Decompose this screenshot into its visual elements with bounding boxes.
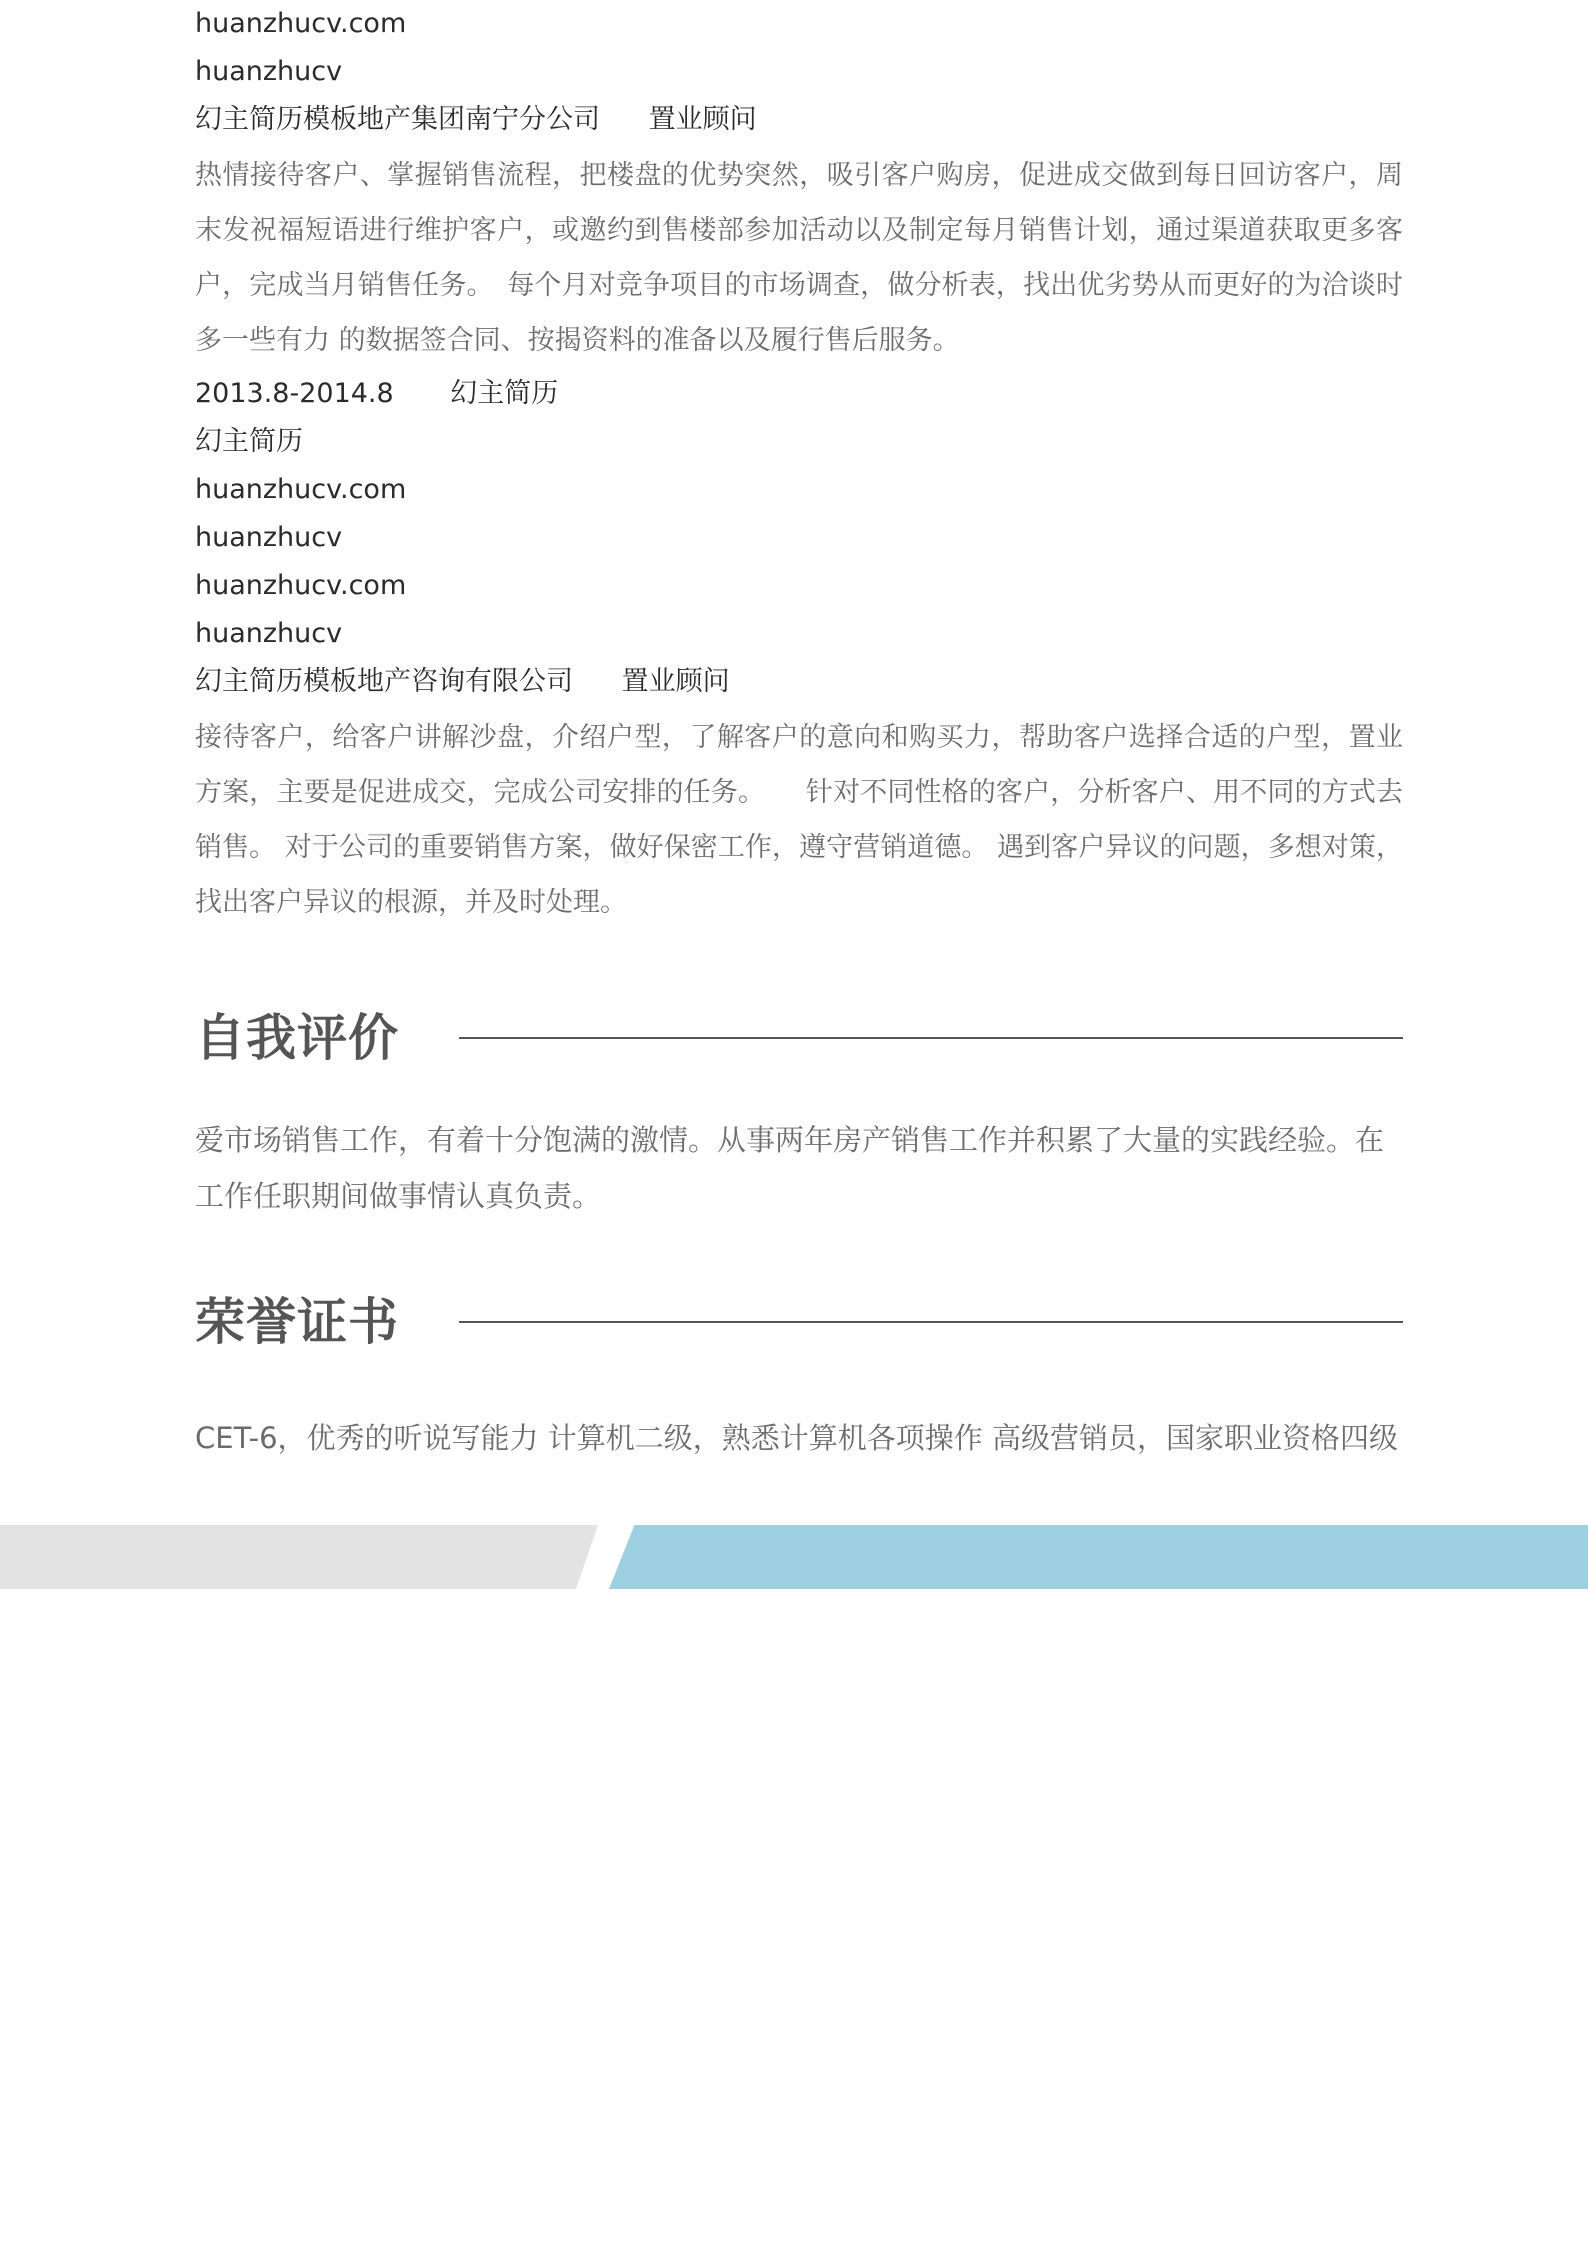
resume-content: [195, 0, 1403, 1466]
self-evaluation-text: 爱市场销售工作，有着十分饱满的激情。从事两年房产销售工作并积累了大量的实践经验。在工作任职期间做事情认真负责。: [195, 1123, 1385, 1213]
honors-section: [195, 1278, 1403, 1466]
company-name: 幻主简历模板地产集团南宁分公司: [195, 104, 600, 135]
section-header: [195, 994, 1403, 1074]
company-name: 幻主简历模板地产咨询有限公司: [195, 666, 573, 697]
experience-entry-2: [195, 370, 1403, 930]
detail-line: huanzhucv: [195, 522, 343, 553]
experience-entry-1: [195, 0, 1403, 368]
section-header: [195, 1278, 1403, 1358]
footer-band-grey: [0, 1525, 598, 1589]
job-title-line: [195, 96, 1403, 144]
contact-line: huanzhucv.com: [195, 8, 407, 39]
section-divider: [459, 1321, 1403, 1323]
job-position: 置业顾问: [621, 666, 730, 697]
job-title-line: [195, 658, 1403, 706]
footer-band-blue: [609, 1525, 1588, 1589]
job-position: 置业顾问: [648, 104, 757, 135]
detail-line: huanzhucv.com: [195, 570, 407, 601]
job-description: 接待客户，给客户讲解沙盘，介绍户型，了解客户的意向和购买力，帮助客户选择合适的户型，置业方案，主要是促进成交，完成公司安排的任务。 针对不同性格的客户，分析客户、用不同的方式去销售。 对于公司的重要销售方案，做好保密工作，遵守营销道德。 遇到客户异议的问题，多想对策，找出客户异议的根源，并及时处理。: [195, 722, 1403, 918]
footer-decorative-band: [0, 1525, 1588, 1589]
section-title: 荣誉证书: [195, 1293, 399, 1351]
org-name: 幻主简历: [450, 378, 559, 409]
detail-line: huanzhucv: [195, 618, 343, 649]
self-evaluation-section: [195, 994, 1403, 1224]
section-divider: [459, 1037, 1403, 1039]
date-line: [195, 370, 1403, 418]
date-range: 2013.8-2014.8: [195, 378, 394, 409]
detail-line: 幻主简历: [195, 426, 303, 457]
job-description: 热情接待客户、掌握销售流程，把楼盘的优势突然，吸引客户购房，促进成交做到每日回访客户，周末发祝福短语进行维护客户，或邀约到售楼部参加活动以及制定每月销售计划，通过渠道获取更多客户，完成当月销售任务。 每个月对竞争项目的市场调查，做分析表，找出优劣势从而更好的为洽谈时多一些有力 的数据签合同、按揭资料的准备以及履行售后服务。: [195, 160, 1403, 356]
detail-line: huanzhucv.com: [195, 474, 407, 505]
section-title: 自我评价: [195, 1009, 399, 1067]
honors-text: CET-6，优秀的听说写能力 计算机二级，熟悉计算机各项操作 高级营销员，国家职业资格四级: [195, 1421, 1398, 1455]
contact-line: huanzhucv: [195, 56, 343, 87]
